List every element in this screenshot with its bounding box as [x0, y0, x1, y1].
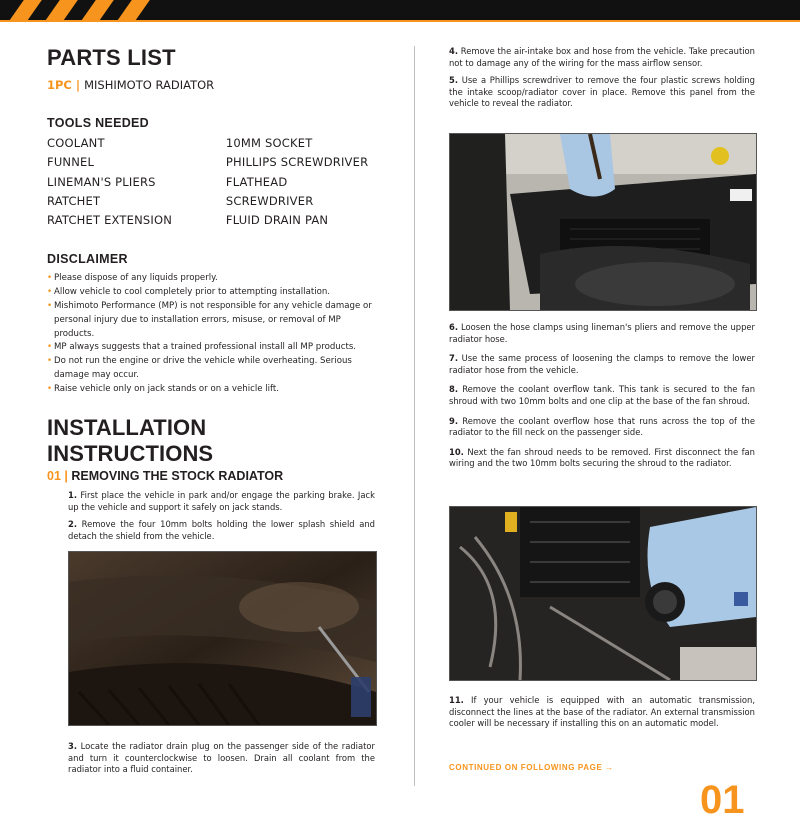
parts-qty: 1PC [47, 78, 72, 92]
tool-item: FLUID DRAIN PAN [225, 213, 329, 228]
header-accent-line [0, 20, 800, 22]
steps-left-top [68, 490, 375, 542]
step-7: 7. Use the same process of loosening the clamps to remove the lower radiator hose from the vehicle. [449, 353, 755, 375]
step-9: 9. Remove the coolant overflow hose that runs across the top of the radiator to the fill neck on the passenger side. [449, 415, 755, 438]
tool-item: PHILLIPS SCREWDRIVER [225, 155, 369, 170]
tool-item: RATCHET EXTENSION [47, 213, 173, 228]
section-title: REMOVING THE STOCK RADIATOR [71, 468, 284, 483]
tool-item: RATCHET [47, 193, 101, 208]
tool-item: 10MM SOCKET [225, 136, 313, 150]
tools-heading: TOOLS NEEDED [47, 116, 149, 130]
continued-link[interactable]: CONTINUED ON FOLLOWING PAGE → [449, 763, 614, 772]
right-column-middle [449, 322, 755, 470]
tools-list [47, 134, 377, 230]
tools-column-2 [226, 134, 377, 230]
header-stripe [0, 0, 46, 22]
tools-column-1 [47, 134, 226, 230]
tool-item: FUNNEL [47, 155, 95, 170]
right-column-top [449, 46, 755, 110]
photo-splash-shield [68, 551, 377, 726]
page-number: 01 [700, 778, 745, 822]
header-stripe [36, 0, 82, 22]
tool-item: FLATHEAD SCREWDRIVER [225, 174, 314, 208]
disclaimer-list [47, 272, 377, 396]
section-heading: 01 | REMOVING THE STOCK RADIATOR [47, 468, 284, 483]
top-header-bar [0, 0, 800, 22]
installation-title: INSTALLATION INSTRUCTIONS [47, 414, 214, 466]
disclaimer-item: • Mishimoto Performance (MP) is not responsible for any vehicle damage or personal injury due to installation errors, misuse, or removal of MP products. [47, 301, 372, 339]
step-5: 5. Use a Phillips screwdriver to remove the four plastic screws holding the intake scoop/radiator cover in place. Remove this panel from the vehicle to reveal the radiator. [449, 75, 755, 109]
step-11: 11. If your vehicle is equipped with an automatic transmission, disconnect the lines at the base of the radiator. An external transmission cooler will be necessary if installing this on an automatic model. [449, 695, 755, 729]
step-10: 10. Next the fan shroud needs to be removed. First disconnect the fan wiring and the two 10mm bolts securing the shroud to the radiator. [449, 446, 755, 469]
disclaimer-item: • Raise vehicle only on jack stands or on a vehicle lift. [47, 383, 279, 394]
photo-splash-shield-image [69, 552, 376, 725]
right-column-bottom [449, 695, 755, 730]
disclaimer-item: • MP always suggests that a trained professional install all MP products. [47, 342, 357, 353]
disclaimer-item: • Please dispose of any liquids properly. [47, 273, 218, 284]
step-1: 1. First place the vehicle in park and/or engage the parking brake. Jack up the vehicle and support it safely on jack stands. [68, 490, 375, 512]
step-2: 2. Remove the four 10mm bolts holding the lower splash shield and detach the shield from the vehicle. [68, 519, 375, 541]
step-8: 8. Remove the coolant overflow tank. This tank is secured to the fan shroud with two 10mm bolts and one clip at the base of the fan shroud. [449, 384, 755, 406]
tool-item: COOLANT [47, 136, 105, 150]
disclaimer-heading: DISCLAIMER [47, 252, 128, 267]
left-column [47, 44, 377, 483]
tool-item: LINEMAN'S PLIERS [47, 174, 156, 189]
header-stripe [72, 0, 118, 22]
photo-fan-wiring [449, 506, 757, 681]
disclaimer-item: • Do not run the engine or drive the vehicle while overheating. Serious damage may occur. [47, 356, 352, 381]
parts-item-name: MISHIMOTO RADIATOR [84, 78, 215, 92]
parts-list-item: 1PC | MISHIMOTO RADIATOR [47, 78, 215, 92]
column-divider [414, 46, 415, 786]
photo-radiator-cover-image [450, 134, 756, 310]
steps-left-bottom [68, 741, 375, 776]
step-6: 6. Loosen the hose clamps using lineman's pliers and remove the upper radiator hose. [449, 322, 755, 344]
step-4: 4. Remove the air-intake box and hose from the vehicle. Take precaution not to damage any of the wiring for the mass airflow sensor. [449, 46, 755, 68]
section-number: 01 [47, 468, 61, 483]
parts-list-title: PARTS LIST [47, 45, 176, 70]
photo-radiator-cover [449, 133, 757, 311]
header-stripe [108, 0, 154, 22]
photo-fan-wiring-image [450, 507, 756, 680]
step-3: 3. Locate the radiator drain plug on the passenger side of the radiator and turn it counterclockwise to loosen. Drain all coolant from the radiator into a fluid container. [68, 741, 375, 775]
disclaimer-item: • Allow vehicle to cool completely prior to attempting installation. [47, 287, 331, 298]
